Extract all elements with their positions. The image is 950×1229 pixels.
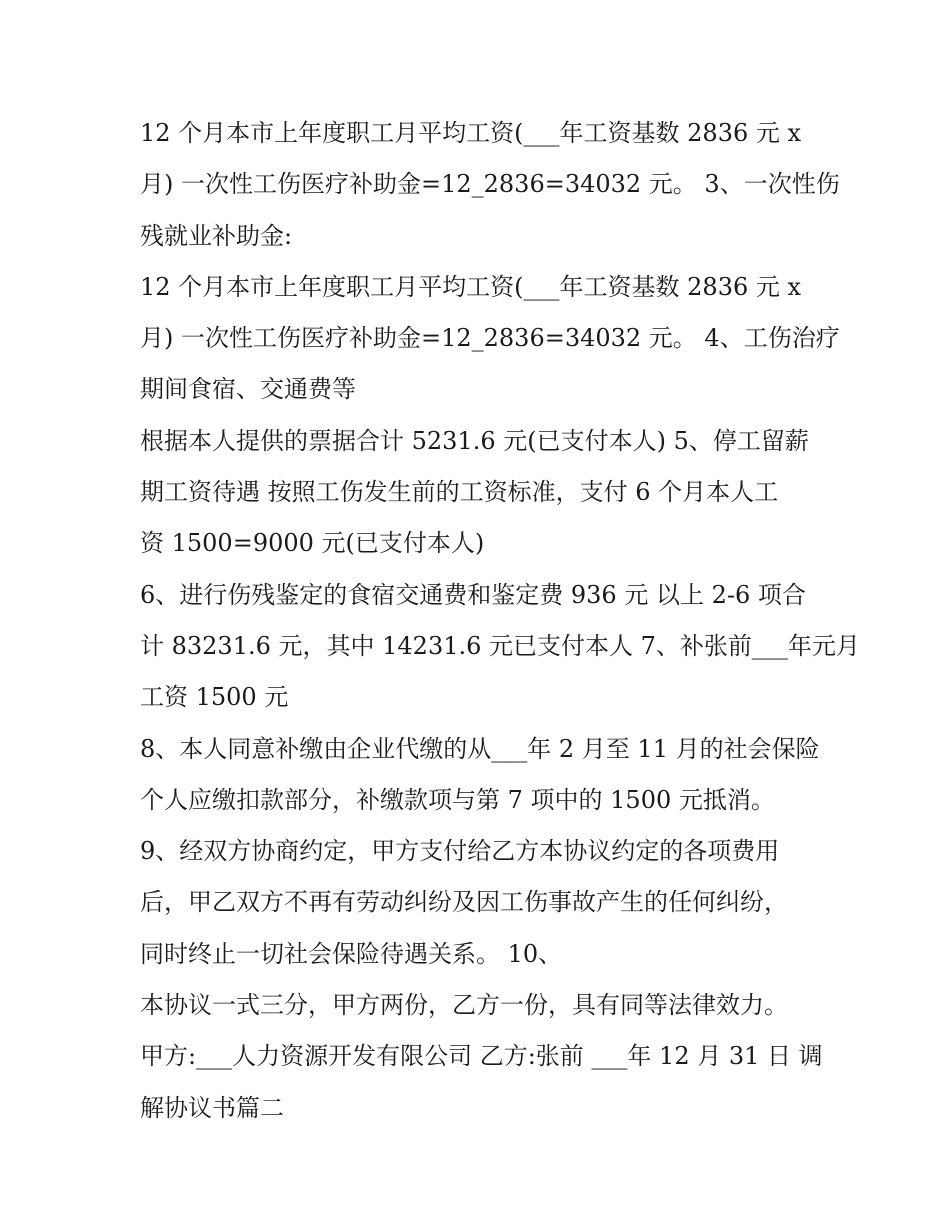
text-line: 后，甲乙双方不再有劳动纠纷及因工伤事故产生的任何纠纷， [140, 888, 788, 917]
text-line: 12 个月本市上年度职工月平均工资(___年工资基数 2836 元 x [140, 272, 802, 301]
text-line: 期工资待遇 按照工伤发生前的工资标准，支付 6 个月本人工 [140, 478, 779, 507]
text-line: 本协议一式三分，甲方两份，乙方一份，具有同等法律效力。 [140, 991, 788, 1020]
text-line: 计 83231.6 元，其中 14231.6 元已支付本人 7、补张前___年元月 [140, 631, 860, 660]
text-line: 期间食宿、交通费等 [140, 375, 356, 404]
text-line: 甲方:___人力资源开发有限公司 乙方:张前 ___年 12 月 31 日 调 [140, 1042, 823, 1071]
text-line: 同时终止一切社会保险待遇关系。 10、 [140, 939, 563, 968]
text-line: 9、经双方协商约定，甲方支付给乙方本协议约定的各项费用 [140, 837, 780, 866]
text-line: 12 个月本市上年度职工月平均工资(___年工资基数 2836 元 x [140, 119, 802, 147]
document-body [140, 108, 860, 1134]
text-line: 工资 1500 元 [140, 683, 289, 712]
text-line: 资 1500=9000 元(已支付本人) [140, 529, 485, 558]
text-line: 根据本人提供的票据合计 5231.6 元(已支付本人) 5、停工留薪 [140, 426, 809, 455]
text-line: 6、进行伤残鉴定的食宿交通费和鉴定费 936 元 以上 2-6 项合 [140, 580, 806, 609]
text-line: 月) 一次性工伤医疗补助金=12_2836=34032 元。 4、工伤治疗 [140, 324, 840, 353]
text-line: 个人应缴扣款部分，补缴款项与第 7 项中的 1500 元抵消。 [140, 785, 775, 814]
text-line: 月) 一次性工伤医疗补助金=12_2836=34032 元。 3、一次性伤 [140, 170, 840, 199]
text-line: 残就业补助金: [140, 221, 293, 250]
text-line: 解协议书篇二 [140, 1093, 284, 1122]
text-line: 8、本人同意补缴由企业代缴的从___年 2 月至 11 月的社会保险 [140, 734, 820, 763]
